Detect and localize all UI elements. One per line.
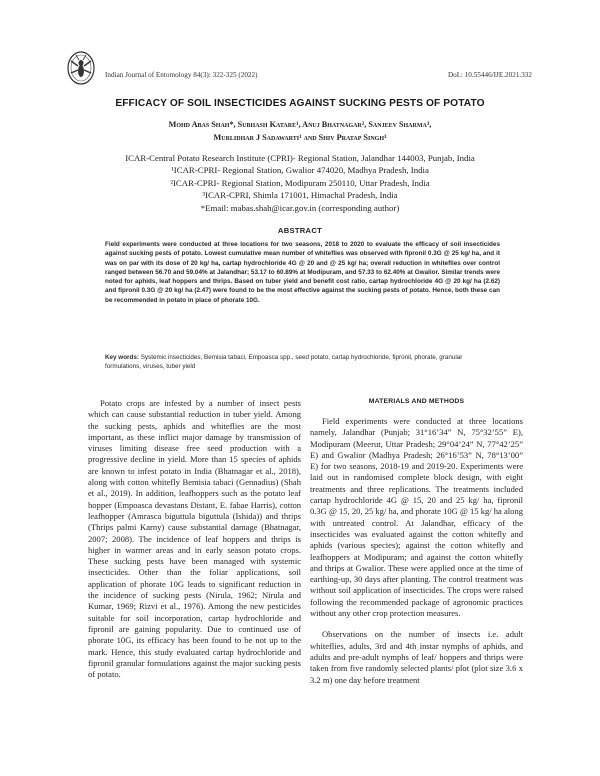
keywords-label: Key words: xyxy=(105,354,139,361)
journal-citation: Indian Journal of Entomology 84(3): 322-325 (2022) xyxy=(105,71,258,79)
doi-label: DoI.: 10.55446/IJE.2021.332 xyxy=(447,71,532,79)
right-column xyxy=(310,416,523,686)
author-line: Murlidhar J Sadawarti¹ and Shiv Pratap Singh³ xyxy=(213,133,387,142)
keywords xyxy=(105,353,500,371)
paper-title: EFFICACY OF SOIL INSECTICIDES AGAINST SUCKING PESTS OF POTATO xyxy=(115,98,485,109)
abstract-text: Field experiments were conducted at three locations for two seasons, 2018 to 2020 to evaluate the efficacy of soil insecticides against sucking pests of potato. Lowest cumulative mean number of whiteflies was observed with fipronil 0.3G @ 25 kg/ ha, and it was on par with its dose of 20 kg/ ha, cartap hydrochloride 4G @ 20 and @ 25 kg/ ha; overall reduction in whiteflies over control ranged between 56.70 and 59.04% at Jalandhar; 53.17 to 60.89% at Modipuram, and 57.33 to 62.40% at Gwalior. Similar trends were noted for aphids, leaf hoppers and thrips. Based on tuber yield and benefit cost ratio, cartap hydrochloride 4G @ 20 kg/ ha (2.62) and fipronil 0.3G @ 20 kg/ ha (2.47) were found to be the most effective against the sucking pests of potato. Hence, both these can be recommended in potato in place of phorate 10G. xyxy=(105,241,500,304)
corresponding-email: *Email: mabas.shah@icar.gov.in (corresponding author) xyxy=(200,202,400,213)
author-list xyxy=(60,118,540,144)
affiliation-line: ¹ICAR-CPRI- Regional Station, Gwalior 474020, Madhya Pradesh, India xyxy=(171,165,429,176)
affiliation-line: ³ICAR-CPRI, Shimla 171001, Himachal Pradesh, India xyxy=(202,190,398,201)
affiliation-line: ICAR-Central Potato Research Institute (CPRI)- Regional Station, Jalandhar 144003, Punjab, India xyxy=(125,153,475,163)
affiliation-line: ²ICAR-CPRI- Regional Station, Modipuram 250110, Uttar Pradesh, India xyxy=(170,177,430,188)
keywords-text: Systemic insecticides, Bemisia tabaci, Empoasca spp., seed potato, cartap hydrochloride, fipronil, phorate, granular formulations, viruses, tuber yield xyxy=(105,354,463,371)
left-column xyxy=(88,398,301,680)
intro-paragraph: Potato crops are infested by a number of insect pests which can cause substantial reduction in tuber yield. Among the sucking pests, aphids and whiteflies are the most important, as these inflict major damage by transmission of viruses limiting disease free seed production with a progressive decline in yield. More than 15 species of aphids are known to infest potato in India (Bhatnagar et al., 2018), along with cotton whitefly Bemisia tabaci (Gennadius) (Shah et al., 2019). In addition, leafhoppers such as the potato leaf hopper (Empoasca devastans Distant, E. fabae Harris), cotton leafhopper (Amrasca biguttula biguttula (Ishida)) and thrips (Thrips palmi Karny) cause substantial damage (Bhatnagar, 2007; 2008). The incidence of leaf hoppers and thrips is higher in warmer areas and in early season potato crops. These sucking pests have been managed with systemic insecticides. Other than the foliar applications, soil application of phorate 10G leads to significant reduction in the incidence of sucking pests (Nirula, 1962; Nirula and Kumar, 1969; Rizvi et al., 1976). Among the new pesticides suitable for soil incorporation, cartap hydrochloride and fipronil are gaining popularity. Due to continued use of phorate 10G, its efficacy has been found to be not up to the mark. Hence, this study evaluated cartap hydrochloride and fipronil granular formulations against the major sucking pests of potato. xyxy=(88,398,301,680)
section-heading: MATERIALS AND METHODS xyxy=(368,398,465,405)
journal-emblem-icon xyxy=(66,49,96,87)
author-line: Mohd Abas Shah*, Subhash Katare¹, Anuj Bhatnagar², Sanjeev Sharma³, xyxy=(168,120,432,129)
methods-paragraph: Observations on the number of insects i.e. adult whiteflies, adults, 3rd and 4th instar nymphs of aphids, and adults and pre-adult nymphs of leaf/ hoppers and thrips were taken from five randomly selected plants/ plot (plot size 3.6 x 3.2 m) one day before treatment xyxy=(310,629,523,685)
methods-paragraph: Field experiments were conducted at three locations namely, Jalandhar (Punjab; 31°16’34” N, 75°32’55” E), Modipuram (Meerut, Uttar Pradesh; 29°04’24” N, 77°42’25” E) and Gwalior (Madhya Pradesh; 26°16’53” N, 78°13’00” E) for two seasons, 2018-19 and 2019-20. Experiments were laid out in randomised complete block design, with eight treatments and three replications. The treatments included cartap hydrochloride 4G @ 15, 20 and 25 kg/ ha, fipronil 0.3G @ 15, 20, 25 kg/ ha, and phorate 10G @ 15 kg/ ha along with untreated control. At Jalandhar, efficacy of the insecticides was evaluated against the cotton whitefly and aphids (various species); against the cotton whitefly and leafhoppers at Modipuram; and against the cotton whitefly and thrips at Gwalior. These were applied once at the time of earthing-up, 30 days after planting. The control treatment was without soil application of insecticides. The crops were raised following the recommended package of agronomic practices without any other crop protection measures. xyxy=(310,416,523,619)
abstract-heading: ABSTRACT xyxy=(277,226,323,235)
affiliations xyxy=(60,152,540,214)
